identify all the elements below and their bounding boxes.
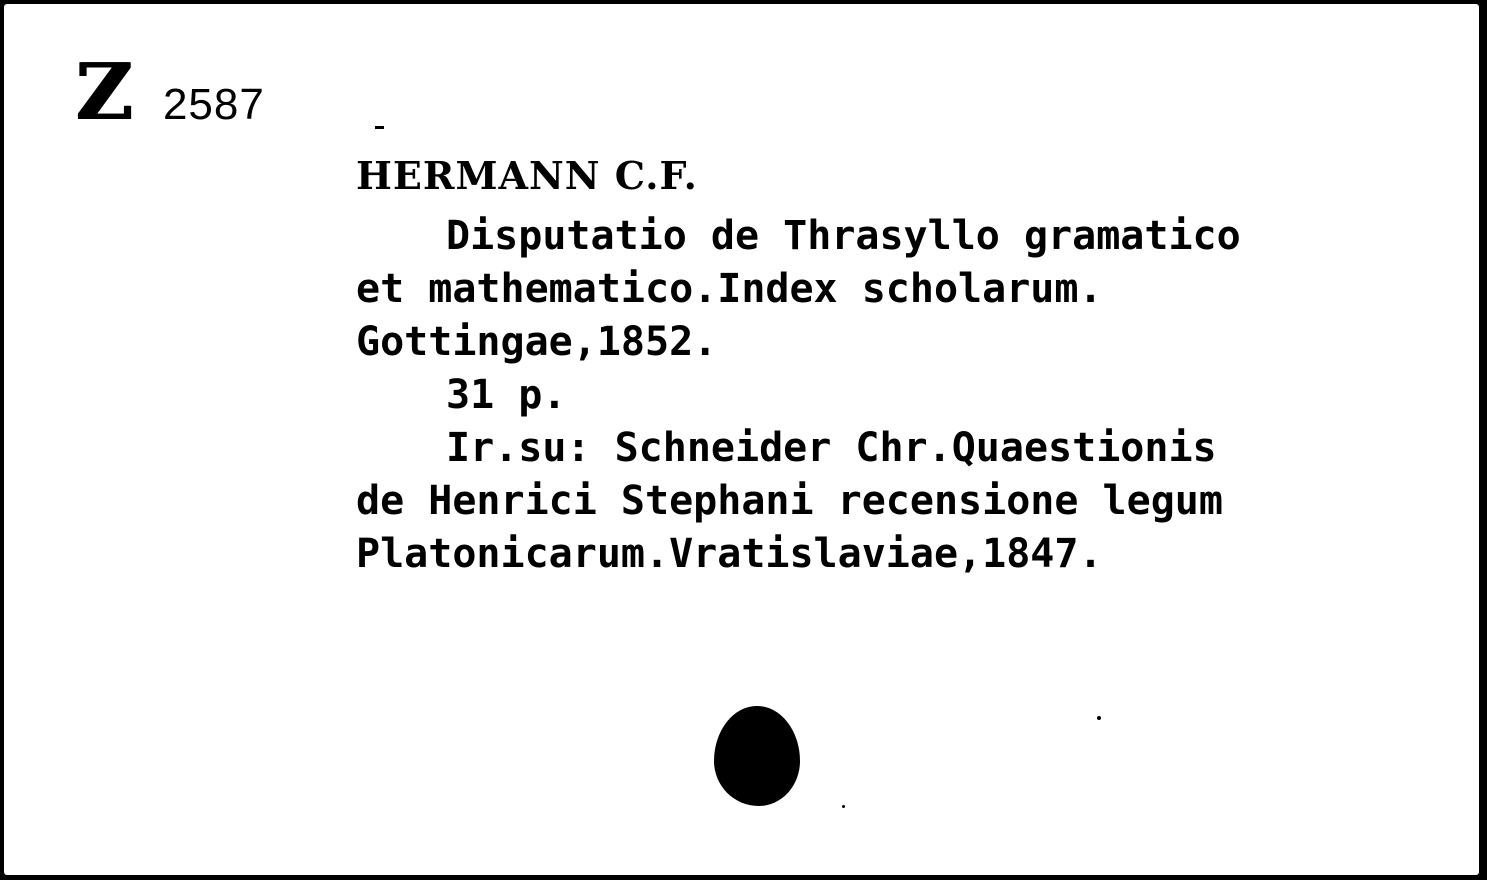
call-mark-number: 2587 [162, 80, 265, 129]
call-mark [76, 47, 265, 138]
title-line: Disputatio de Thrasyllo gramatico [446, 213, 1241, 259]
note-line: Platonicarum.Vratislaviae,1847. [356, 531, 1103, 577]
speck [842, 805, 845, 808]
catalog-card [4, 4, 1479, 875]
title-line: et mathematico.Index scholarum. [356, 266, 1103, 312]
note-line: de Henrici Stephani recensione legum [356, 478, 1223, 524]
collation-line: 31 p. [446, 372, 567, 418]
call-mark-letter: Z [76, 47, 133, 138]
note-line: Ir.su: Schneider Chr.Quaestionis [446, 425, 1217, 471]
author-heading: HERMANN C.F. [356, 153, 698, 198]
typewriter-tick [375, 126, 384, 129]
speck [1097, 716, 1101, 720]
imprint-line: Gottingae,1852. [356, 319, 718, 365]
catalog-entry [356, 149, 1471, 581]
punch-hole [714, 706, 800, 806]
